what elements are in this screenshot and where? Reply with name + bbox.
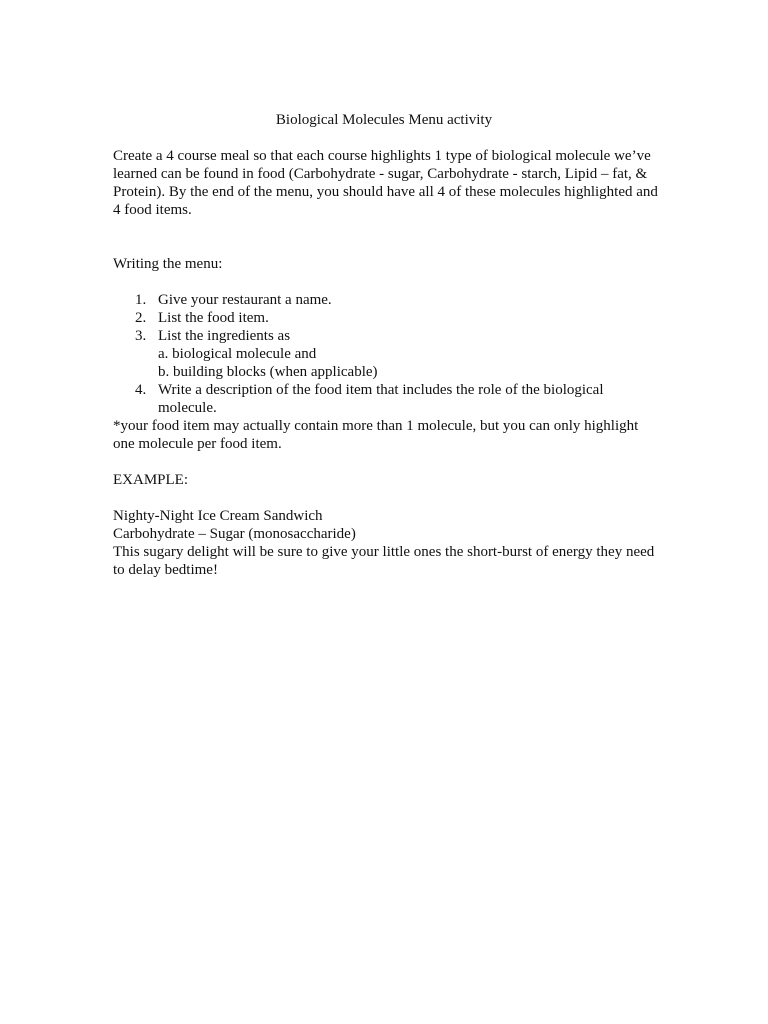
list-text: List the food item.: [158, 310, 269, 326]
list-item: [113, 381, 658, 417]
list-text: Give your restaurant a name.: [158, 292, 332, 308]
spacer: [113, 273, 658, 291]
sub-list-item: a. biological molecule and: [158, 346, 317, 362]
example-description: This sugary delight will be sure to give your little ones the short-burst of energy they need to delay bedtime!: [113, 544, 655, 578]
steps-list: [113, 291, 658, 417]
list-number: 1.: [135, 292, 147, 308]
list-item: [113, 309, 658, 327]
spacer: [113, 489, 658, 507]
list-number: 4.: [135, 382, 147, 398]
sub-list-item: b. building blocks (when applicable): [158, 364, 378, 380]
list-text: Write a description of the food item that includes the role of the biological molecule.: [158, 382, 604, 416]
example-heading: EXAMPLE:: [113, 472, 188, 488]
intro-paragraph: Create a 4 course meal so that each course highlights 1 type of biological molecule we’ve learned can be found in food (Carbohydrate - sugar, Carbohydrate - starch, Lipid – fat, & Protein). By the end of the menu, you should have all 4 of these molecules highlighted and 4 food items.: [113, 148, 658, 218]
example-molecule: Carbohydrate – Sugar (monosaccharide): [113, 526, 356, 542]
list-number: 2.: [135, 310, 147, 326]
list-item: [113, 291, 658, 309]
list-text: List the ingredients as: [158, 328, 291, 344]
list-item: [113, 327, 658, 345]
spacer: [113, 219, 658, 255]
document-body: [113, 147, 658, 579]
example-name: Nighty-Night Ice Cream Sandwich: [113, 508, 323, 524]
list-number: 3.: [135, 328, 147, 344]
spacer: [113, 453, 658, 471]
document-title: Biological Molecules Menu activity: [275, 112, 493, 128]
writing-heading: Writing the menu:: [113, 256, 223, 272]
note-paragraph: *your food item may actually contain more than 1 molecule, but you can only highlight one molecule per food item.: [113, 418, 639, 452]
